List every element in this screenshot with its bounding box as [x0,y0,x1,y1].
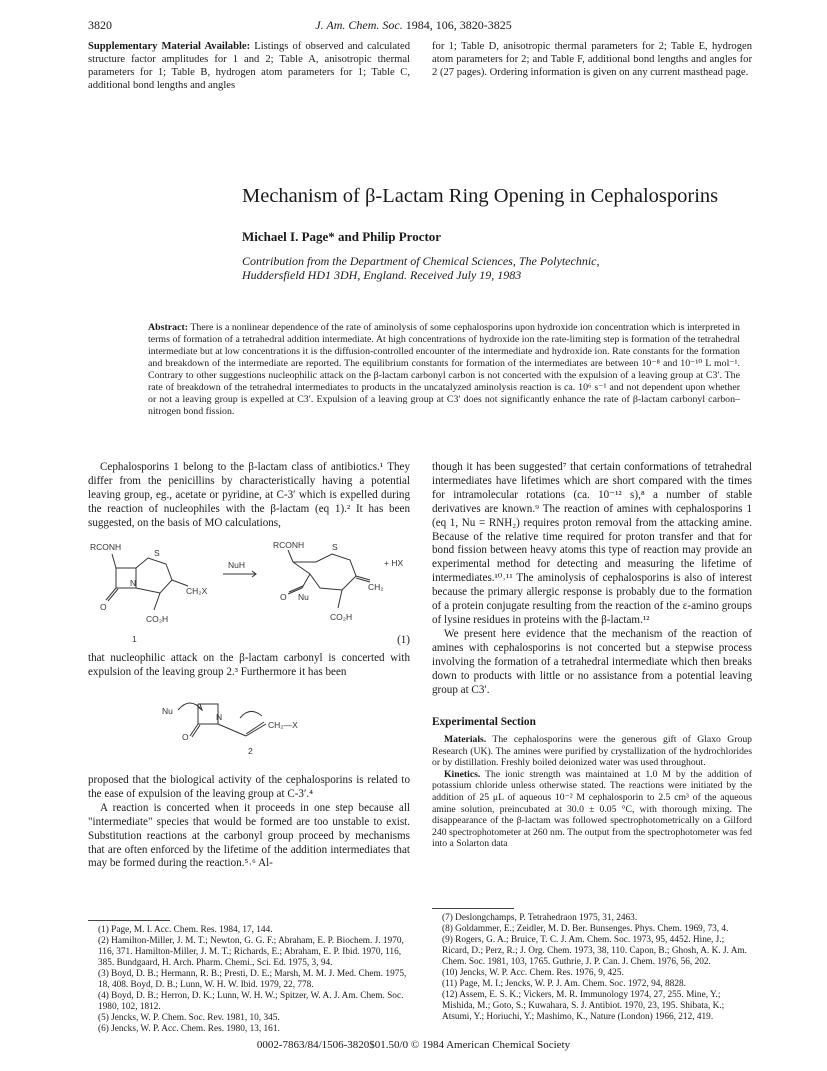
left-column-para-3: proposed that the biological activity of the cephalosporins is related to the ease of expulsion of the leaving group at C-3′.⁴ A reaction is concerted when it proceeds in one step because all "intermediate" species that would be formed are too unstable to exist. Substitution reactions at the carbonyl group proceed by mechanisms that are often enforced by the lifetime of the addition intermediates that may be formed during the reaction.⁵˒⁶ Al- [88,774,410,870]
scheme1-ch2x: CH₂X [186,586,208,596]
scheme1-rconh-right: RCONH [273,540,305,550]
affiliation-line-2: Huddersfield HD1 3DH, England. Received July 19, 1983 [242,268,522,282]
supplementary-left [88,40,410,92]
scheme1-o-left: O [100,602,107,612]
footnote-rule-left [88,920,170,921]
reference-item: (10) Jencks, W. P. Acc. Chem. Res. 1976, 9, 425. [442,968,624,978]
scheme1-nu-right: Nu [298,592,309,602]
abstract-label: Abstract: [148,322,189,333]
affiliation [242,254,600,282]
scheme1-hx: + HX [384,558,404,568]
running-head [0,18,827,33]
reference-item: (3) Boyd, D. B.; Hermann, R. B.; Presti, D. E.; Marsh, M. M. J. Med. Chem. 1975, 18, 408. Boyd, D. B.; Lunn, W. H. W. Ibid. 1979, 22, 778. [98,969,407,990]
right-column-para-1: though it has been suggested⁷ that certain conformations of tetrahedral intermediates have lifetimes which are short compared with the times for intramolecular rotations (ca. 10⁻¹² s),⁸ a number of stable derivatives are known.⁹ The reaction of amines with cephalosporins 1 (eq 1, Nu = RNH₂) requires proton removal from the attacking amine. Because of the relative time required for proton transfer and that for bond fission between heavy atoms this type of reaction may provide an experimental method for detecting and measuring the lifetime of intermediates.¹⁰˒¹¹ The aminolysis of cephalosporins is also of interest because the primary allergic response is probably due to the formation of a protein conjugate resulting from the reaction of the ε-amino groups of lysine residues in proteins with the β-lactam.¹² [432,461,752,626]
scheme2-compound-label: 2 [248,746,253,756]
scheme1-arrow-label: NuH [228,560,246,570]
scheme1-co2h-right: CO₂H [330,612,353,622]
scheme2-n: N [216,712,223,722]
left-column-para-2: that nucleophilic attack on the β-lactam carbonyl is concerted with expulsion of the leaving group 2.³ Furthermore it has been [88,652,410,678]
experimental-section-heading: Experimental Section [432,716,536,728]
article-authors: Michael I. Page* and Philip Proctor [242,229,442,244]
scheme2-ch2x: CH₂—X [268,720,298,730]
scheme2-nu: Nu [162,706,173,716]
reference-item: (1) Page, M. I. Acc. Chem. Res. 1984, 17, 144. [98,925,273,935]
scheme1-s-right: S [332,542,338,552]
scheme-1-structure [88,538,410,646]
reference-item: (12) Assem, E. S. K.; Vickers, M. R. Immunology 1974, 27, 255. Mine, Y.; Mishida, M.; Goto, S.; Kuwahara, S. J. Antibiot. 1970, 23, 195. Shibata, K.; Atsumi, Y.; Horiuchi, Y.; Mashimo, K., Nature (London) 1966, 212, 419. [442,990,725,1022]
equation-number: (1) [397,634,410,646]
affiliation-line-1: Contribution from the Department of Chemical Sciences, The Polytechnic, [242,254,600,268]
kinetics-text: The ionic strength was maintained at 1.0 M by the addition of potassium chloride unless otherwise stated. The reactions were initiated by the addition of 25 μL of aqueous 10⁻² M cephalosporin to 2.5 cm³ of the aqueous amine solution, preincubated at 30.0 ± 0.05 °C, with thorough mixing. The disappearance of the β-lactam was followed spectrophotometrically on a Gilford 240 spectrophotometer at 260 nm. The output from the spectrophotometer was fed into a Solarton data [432,768,752,850]
supplementary-right: for 1; Table D, anisotropic thermal parameters for 2; Table E, hydrogen atom parameters for 2; and Table F, additional bond lengths and angles for 2 (27 pages). Ordering information is given on any current masthead page. [432,41,752,78]
reference-item: (7) Deslongchamps, P. Tetrahedraon 1975, 31, 2463. [442,913,638,923]
right-column-para-2: We present here evidence that the mechanism of the reaction of amines with cephalosporins is not concerted but a stepwise process involving the formation of a tetrahedral intermediate which then breaks down to products with little or no assistance from a potential leaving group at C3′. [432,627,752,696]
abstract [148,322,740,418]
reference-item: (9) Rogers, G. A.; Bruice, T. C. J. Am. Chem. Soc. 1973, 95, 4452. Hine, J.; Ricard, D.; Perz, R.; J. Org. Chem. 1973, 38, 110. Capon, B.; Ghosh, A. K. J. Am. Chem. Soc. 1981, 103, 1765. Guthrie, J. P. Can. J. Chem. 1976, 56, 202. [442,935,747,967]
supplementary-left-text: Listings of observed and calculated structure factor amplitudes for 1 and 2; Table A, anisotropic thermal parameters for 1; Table B, hydrogen atom parameters for 1; Table C, additional bond lengths and angles [88,41,411,91]
article-title: Mechanism of β-Lactam Ring Opening in Cephalosporins [242,185,719,207]
materials-text: The cephalosporins were the generous gift of Glaxo Group Research (UK). The amines were purified by crystallization of the hydrochlorides or by distillation. Freshly boiled deionized water was used throughout. [432,734,753,769]
experimental-section-body [432,734,752,850]
scheme1-ch2-right: CH₂ [368,582,384,592]
scheme1-compound-label: 1 [132,634,137,644]
abstract-text: There is a nonlinear dependence of the rate of aminolysis of some cephalosporins upon hydroxide ion concentration which is interpreted in terms of formation of a tetrahedral addition intermediate. At high concentrations of hydroxide ion the rate-limiting step is formation of the tetrahedral intermediate but at low concentrations it is the diffusion-controlled encounter of the intermediate and hydroxide ion. Rate constants for the formation and breakdown of the intermediate are reported. The equilibrium constants for formation of the intermediates are between 10⁻⁸ and 10⁻¹⁰ L mol⁻¹. Contrary to other suggestions nucleophilic attack on the β-lactam carbonyl carbon is not concerted with the expulsion of a leaving group at C3′. The rate of breakdown of the tetrahedral intermediates to products in the uncatalyzed aminolysis reaction is ca. 10⁶ s⁻¹ and not dependent upon whether or not a leaving group is expelled at C3′. Expulsion of a leaving group at C3′ does not significantly enhance the rate of β-lactam carbonyl carbon–nitrogen bond fission. [148,322,740,417]
reference-item: (8) Goldammer, E.; Zeidler, M. D. Ber. Bunsenges. Phys. Chem. 1969, 73, 4. [442,924,729,934]
reference-item: (5) Jencks, W. P. Chem. Soc. Rev. 1981, 10, 345. [98,1013,280,1023]
scheme1-co2h-left: CO₂H [146,614,169,624]
scheme1-n-left: N [130,578,137,588]
reference-item: (4) Boyd, D. B.; Herron, D. K.; Lunn, W. H. W.; Spitzer, W. A. J. Am. Chem. Soc. 1980, 102, 1812. [98,991,404,1012]
right-column-text [432,461,752,697]
scheme1-rconh-left: RCONH [90,542,122,552]
running-head-rest: 1984, 106, 3820-3825 [405,18,512,32]
scheme1-o-right: O [280,592,287,602]
scheme-2-structure [150,688,370,758]
materials-label: Materials. [444,734,487,745]
reference-item: (11) Page, M. I.; Jencks, W. P. J. Am. Chem. Soc. 1972, 94, 8828. [442,979,686,989]
references-right [432,913,752,1023]
scheme2-o: O [182,732,189,742]
references-left [88,925,410,1035]
reference-item: (2) Hamilton-Miller, J. M. T.; Newton, G. G. F.; Abraham, E. P. Biochem. J. 1970, 116, 371. Hamilton-Miller, J. M. T.; Richards, E.; Abraham, E. P. Ibid. 1970, 116, 385. Bundgaard, H. Arch. Pharm. Chemi., Sci. Ed. 1975, 3, 94. [98,936,404,968]
kinetics-label: Kinetics. [444,768,481,780]
scheme1-s-left: S [154,548,160,558]
left-column-para-4: A reaction is concerted when it proceeds in one step because all "intermediate" species that would be formed are too unstable to exist. Substitution reactions at the carbonyl group proceed by mechanisms that are often enforced by the lifetime of the addition intermediates that may be formed during the reaction.⁵˒⁶ Al- [88,801,410,870]
copyright-footer: 0002-7863/84/1506-3820$01.50/0 © 1984 American Chemical Society [256,1039,571,1051]
left-column-para-1: Cephalosporins 1 belong to the β-lactam class of antibiotics.¹ They differ from the penicillins by characteristically having a potential leaving group, eg., acetate or pyridine, at C-3′ which is expelled during the reaction of nucleophiles with the β-lactam (eq 1).² It has been suggested, on the basis of MO calculations, [88,461,410,529]
running-head-journal: J. Am. Chem. Soc. [315,18,403,32]
page-number: 3820 [88,18,112,32]
footnote-rule-right [432,908,514,909]
reference-item: (6) Jencks, W. P. Acc. Chem. Res. 1980, 13, 161. [98,1024,280,1034]
supplementary-label: Supplementary Material Available: [88,41,251,52]
